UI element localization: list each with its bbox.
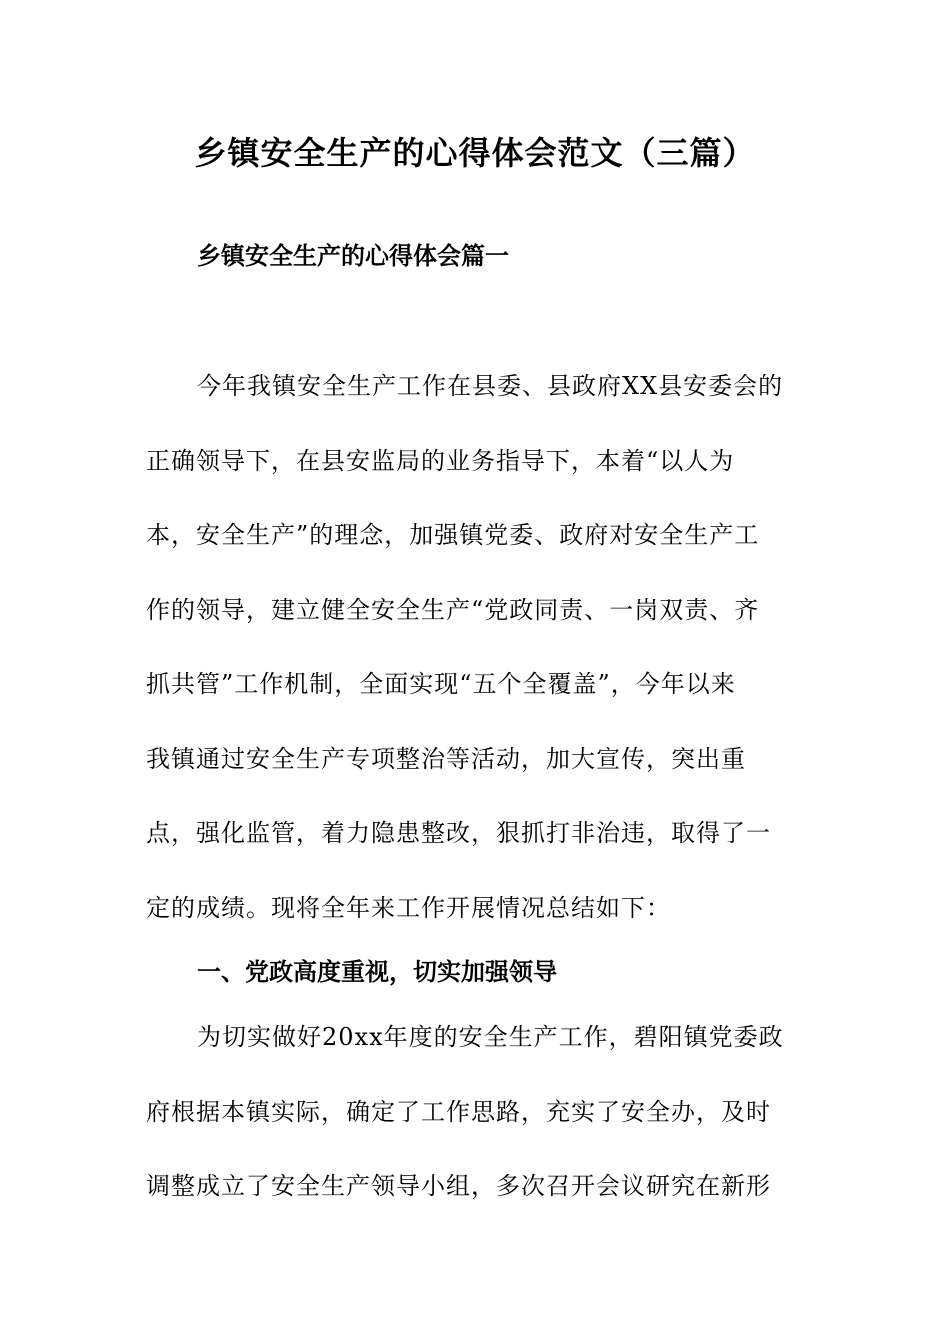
paragraph-line: 点，强化监管，着力隐患整改，狠抓打非治违，取得了一	[146, 819, 771, 847]
document-title: 乡镇安全生产的心得体会范文（三篇）	[194, 134, 756, 172]
subheading: 一、党政高度重视，切实加强领导	[197, 958, 557, 986]
paragraph-line: 调整成立了安全生产领导小组，多次召开会议研究在新形	[146, 1172, 771, 1200]
paragraph-line: 正确领导下，在县安监局的业务指导下，本着“以人为	[146, 447, 735, 475]
paragraph-line: 本，安全生产”的理念，加强镇党委、政府对安全生产工	[146, 521, 760, 549]
paragraph-line: 作的领导，建立健全安全生产“党政同责、一岗双责、齐	[146, 596, 760, 624]
paragraph-line: 今年我镇安全生产工作在县委、县政府XX县安委会的	[197, 372, 784, 400]
paragraph-line: 我镇通过安全生产专项整治等活动，加大宣传，突出重	[146, 745, 746, 773]
paragraph-line: 抓共管”工作机制，全面实现“五个全覆盖”，今年以来	[146, 670, 736, 698]
paragraph-line: 为切实做好20xx年度的安全生产工作，碧阳镇党委政	[197, 1023, 784, 1051]
paragraph-line: 定的成绩。现将全年来工作开展情况总结如下：	[146, 894, 671, 922]
paragraph-line: 府根据本镇实际，确定了工作思路，充实了安全办，及时	[146, 1098, 771, 1126]
section-heading: 乡镇安全生产的心得体会篇一	[197, 242, 509, 270]
